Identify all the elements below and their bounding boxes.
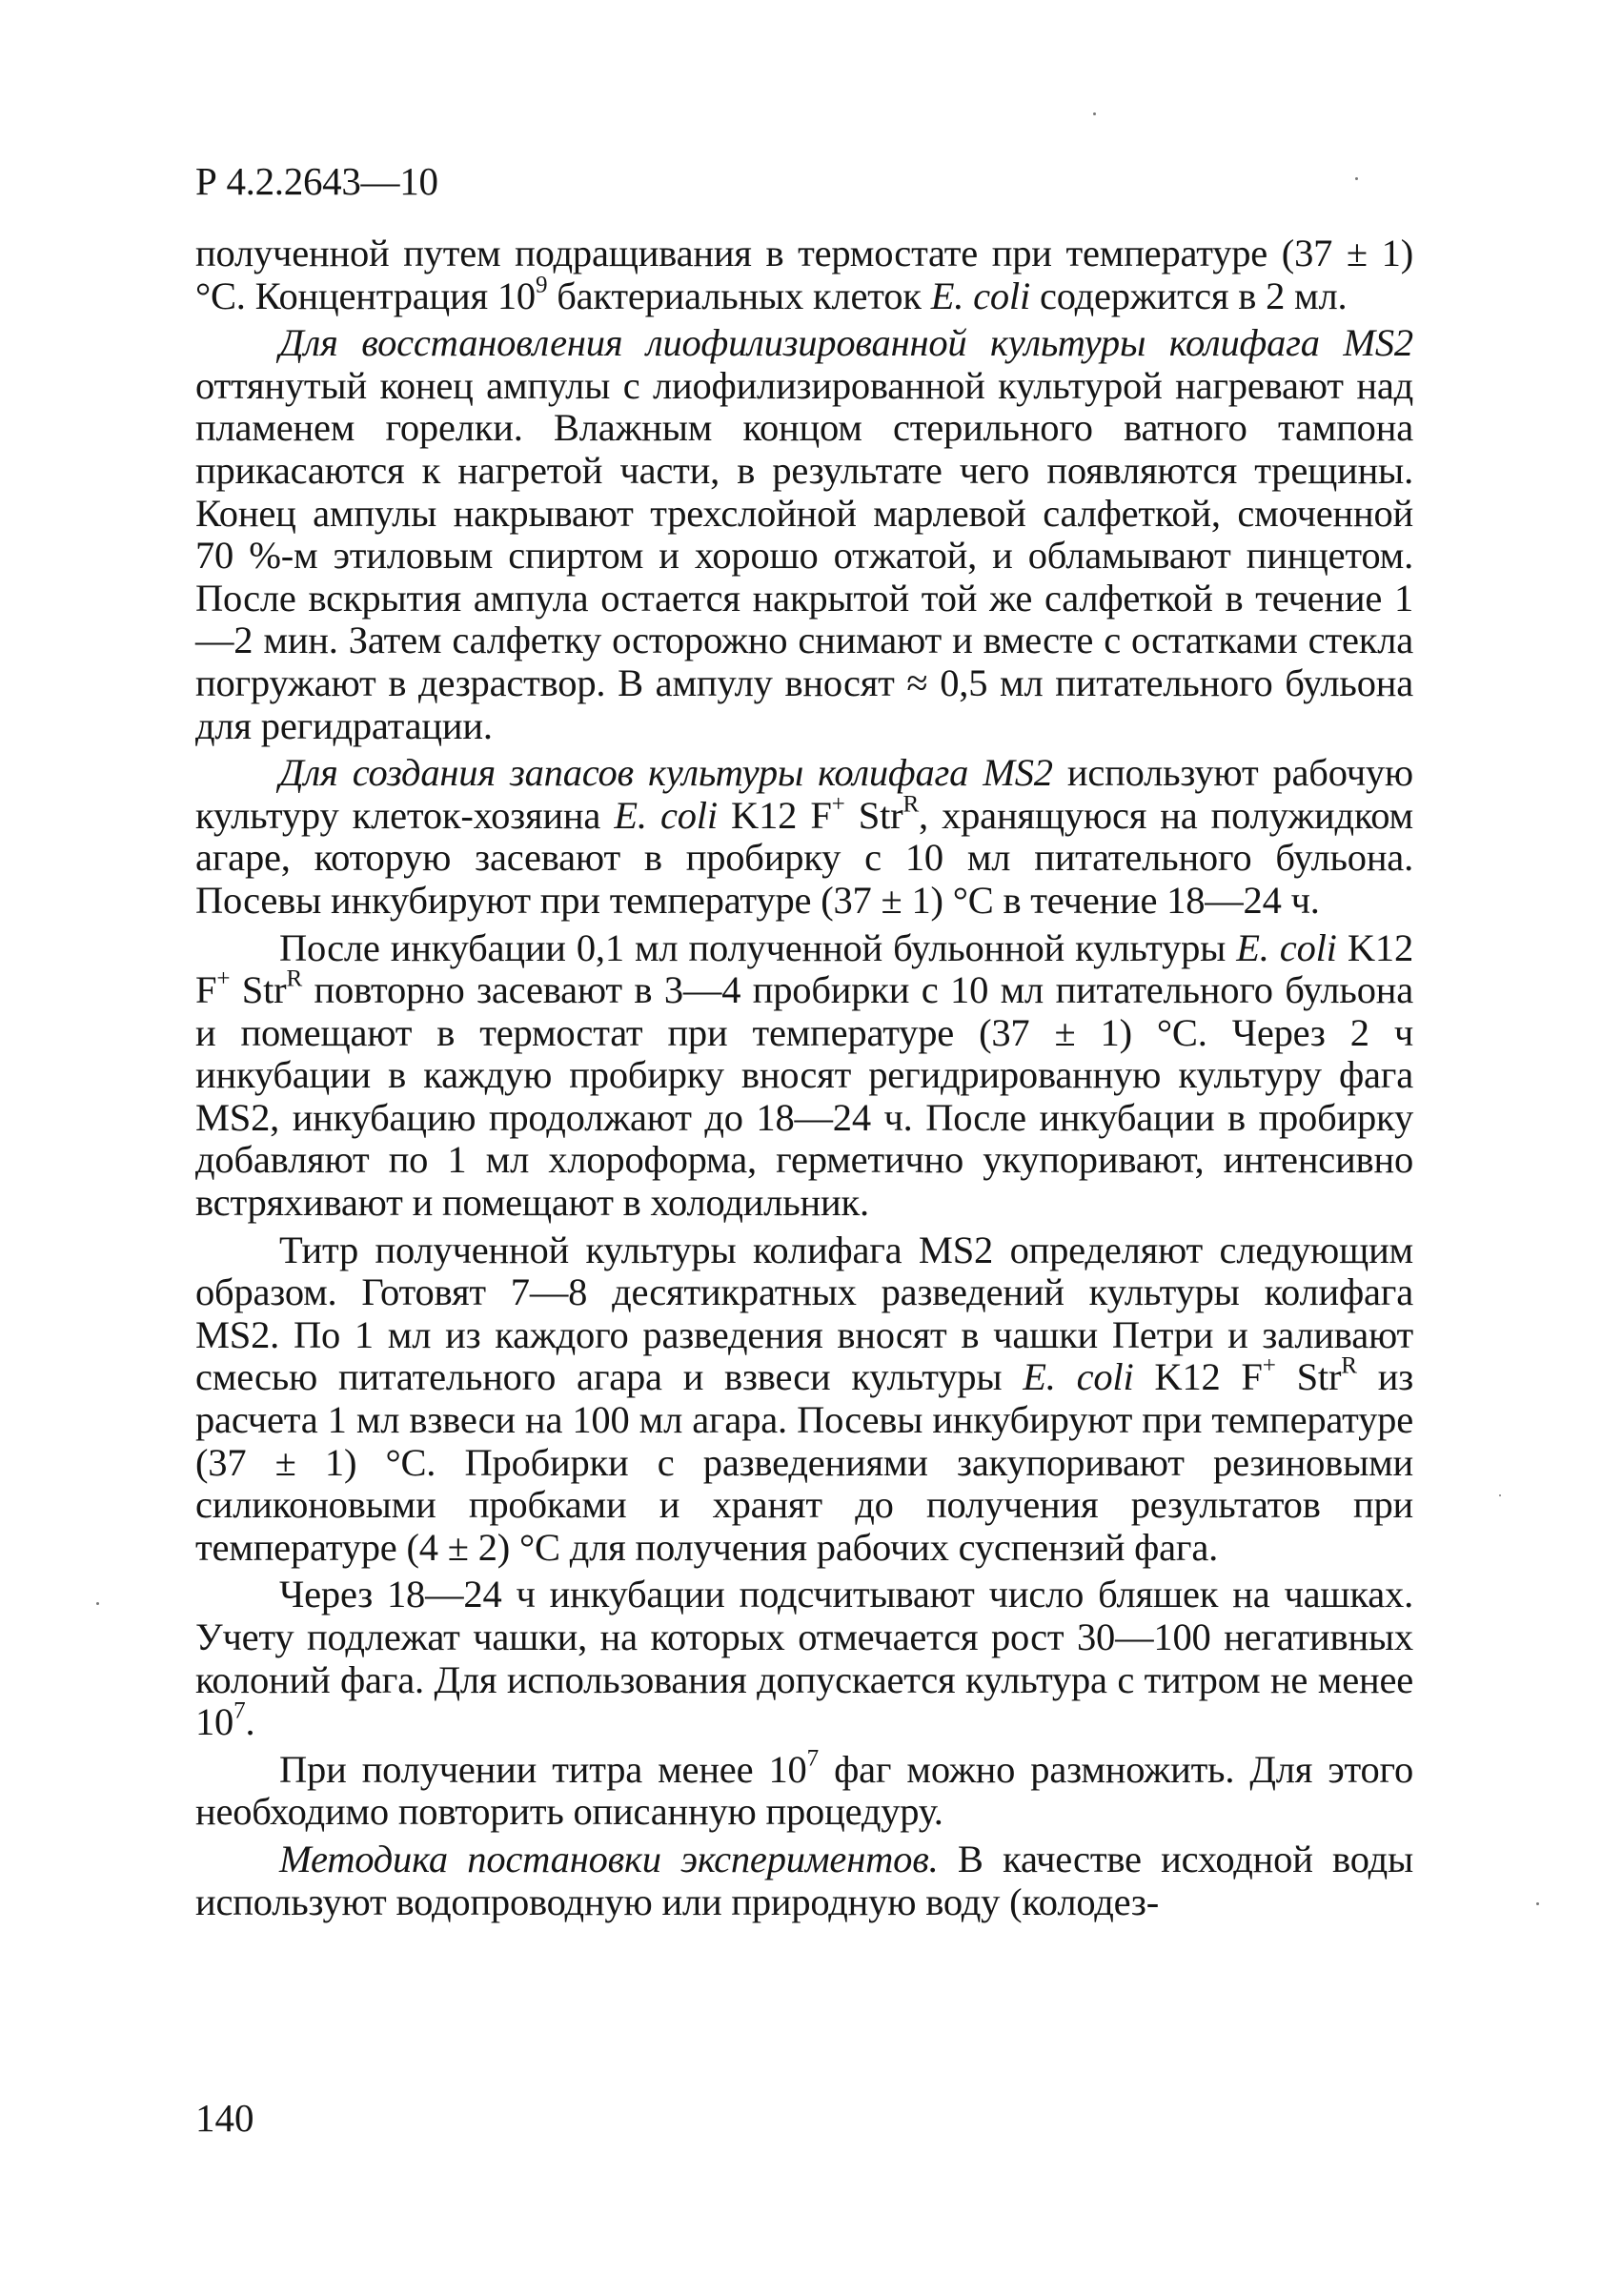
text-run: K12 F bbox=[717, 793, 832, 837]
text-run: При получении титра менее 10 bbox=[279, 1747, 807, 1791]
body-text bbox=[195, 233, 1413, 1928]
paragraph bbox=[195, 927, 1413, 1225]
text-run: K12 F bbox=[195, 925, 1413, 1012]
paragraph bbox=[195, 233, 1413, 317]
text-run: бактериальных клеток bbox=[547, 274, 931, 317]
italic-term: E. coli bbox=[1023, 1355, 1134, 1399]
superscript: R bbox=[902, 791, 919, 818]
superscript: 9 bbox=[535, 272, 548, 298]
superscript: 7 bbox=[233, 1697, 246, 1724]
text-run: Титр полученной культуры колифага MS2 определяют следующим образом. Готовят 7—8 десятикратных разведений культуры колифага MS2. По 1 мл из каждого разведения вносят в чашки Петри и заливают смесью питательного агара и взвеси культуры bbox=[195, 1228, 1413, 1399]
paragraph bbox=[195, 752, 1413, 922]
italic-term: E. coli bbox=[930, 274, 1031, 317]
text-run: Str bbox=[1275, 1355, 1342, 1399]
paragraph bbox=[195, 322, 1413, 747]
text-run: оттянутый конец ампулы с лиофилизированной культурой нагревают над пламенем горелки. Влажным концом стерильного ватного тампона прикасаются к нагретой части, в результате чего появляются трещины. Конец ампулы накрывают трехслойной марлевой салфеткой, смоченной 70 %-м этиловым спиртом и хорошо отжатой, и обламывают пинцетом. После вскрытия ампула остается накрытой той же салфеткой в течение 1—2 мин. Затем салфетку осторожно снимают и вместе с остатками стекла погружают в дезраствор. В ампулу вносят ≈ 0,5 мл питательного бульона для регидратации. bbox=[195, 363, 1413, 747]
text-run: фаг можно размножить. Для этого необходимо повторить описанную процедуру. bbox=[195, 1747, 1414, 1834]
text-run: , хранящуюся на полужидком агаре, которую засевают в пробирку с 10 мл питательного бульона. Посевы инкубируют при температуре (37 ± 1) °С в течение 18—24 ч. bbox=[195, 793, 1413, 922]
text-run: Str bbox=[844, 793, 903, 837]
scan-speck bbox=[1355, 177, 1358, 180]
scan-speck bbox=[1536, 1902, 1539, 1905]
text-run: Str bbox=[230, 968, 287, 1012]
superscript: R bbox=[286, 965, 303, 992]
superscript: 7 bbox=[806, 1745, 819, 1772]
paragraph bbox=[195, 1229, 1413, 1570]
text-run: содержится в 2 мл. bbox=[1030, 274, 1348, 317]
text-run: Через 18—24 ч инкубации подсчитывают число бляшек на чашках. Учету подлежат чашки, на которых отмечается рост 30—100 негативных колоний фага. Для использования допускается культура с титром не менее 10 bbox=[195, 1573, 1413, 1744]
superscript: R bbox=[1341, 1352, 1357, 1379]
superscript: + bbox=[1262, 1352, 1276, 1379]
text-run: повторно засевают в 3—4 пробирки с 10 мл питательного бульона и помещают в термостат при температуре (37 ± 1) °С. Через 2 ч инкубации в каждую пробирку вносят регидрированную культуру фага MS2, инкубацию продолжают до 18—24 ч. После инкубации в пробирку добавляют по 1 мл хлороформа, герметично укупоривают, интенсивно встряхивают и помещают в холодильник. bbox=[195, 968, 1414, 1225]
text-run: После инкубации 0,1 мл полученной бульонной культуры bbox=[279, 925, 1237, 969]
superscript: + bbox=[216, 965, 231, 992]
text-run: полученной путем подращивания в термостате при температуре (37 ± 1) °С. Концентрация 10 bbox=[195, 232, 1413, 317]
document-code-header: Р 4.2.2643—10 bbox=[195, 159, 438, 203]
italic-term: E. coli bbox=[1236, 925, 1337, 969]
text-run: из расчета 1 мл взвеси на 100 мл агара. Посевы инкубируют при температуре (37 ± 1) °С. Пробирки с разведениями закупоривают резиновыми силиконовыми пробками и хранят до получения результатов при температуре (4 ± 2) °С для получения рабочих суспензий фага. bbox=[195, 1355, 1413, 1569]
paragraph bbox=[195, 1839, 1413, 1923]
text-run: . bbox=[245, 1700, 255, 1744]
paragraph bbox=[195, 1745, 1414, 1834]
scan-speck bbox=[1093, 112, 1096, 115]
scan-speck bbox=[96, 1602, 99, 1605]
paragraph-lead-italic: Для восстановления лиофилизированной культуры колифага MS2 bbox=[279, 321, 1413, 365]
superscript: + bbox=[831, 791, 845, 818]
text-run: K12 F bbox=[1133, 1355, 1263, 1399]
paragraph bbox=[195, 1574, 1413, 1743]
paragraph-lead-italic: Для создания запасов культуры колифага MS2 bbox=[279, 751, 1053, 795]
scan-speck bbox=[1499, 1494, 1501, 1496]
text-run: используют рабочую культуру клеток-хозяина bbox=[195, 751, 1413, 837]
paragraph-lead-italic: Методика постановки экспериментов. bbox=[279, 1837, 939, 1880]
page-number: 140 bbox=[195, 2096, 254, 2140]
italic-term: E. coli bbox=[614, 793, 718, 837]
text-run: В качестве исходной воды используют водопроводную или природную воду (колодез- bbox=[195, 1837, 1413, 1923]
